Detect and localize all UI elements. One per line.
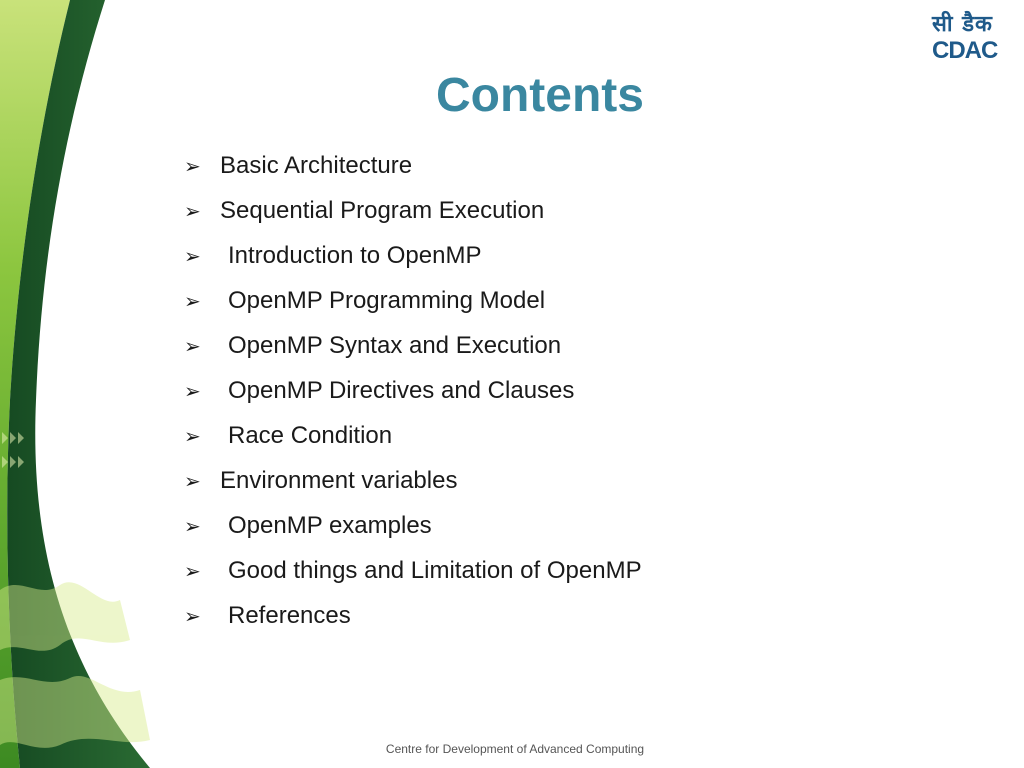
list-item	[184, 458, 884, 503]
list-item	[184, 593, 884, 638]
logo-cdac-text: CDAC	[932, 37, 998, 64]
arrow-bullet-icon: ➢	[184, 288, 201, 313]
arrow-bullet-icon: ➢	[184, 468, 201, 493]
list-item	[184, 143, 884, 188]
slide-title: Contents	[436, 69, 644, 122]
arrow-bullet-icon: ➢	[184, 558, 201, 583]
slide-footer: Centre for Development of Advanced Computing	[385, 742, 645, 756]
list-item-text: Introduction to OpenMP	[228, 241, 482, 269]
list-item	[184, 323, 884, 368]
list-item	[184, 503, 884, 548]
list-item-text: OpenMP Syntax and Execution	[228, 331, 562, 359]
list-item	[184, 413, 884, 458]
list-item-text: Race Condition	[228, 421, 393, 449]
logo-hindi-text: सी डैक	[932, 12, 993, 37]
arrow-bullet-icon: ➢	[184, 513, 201, 538]
arrow-bullet-icon: ➢	[184, 243, 201, 268]
list-item-text: Environment variables	[220, 466, 458, 494]
arrow-bullet-icon: ➢	[184, 378, 201, 403]
list-item-text: Basic Architecture	[220, 151, 413, 179]
list-item	[184, 368, 884, 413]
arrow-bullet-icon: ➢	[184, 153, 201, 178]
arrow-bullet-icon: ➢	[184, 333, 201, 358]
contents-list	[184, 143, 884, 638]
arrow-bullet-icon: ➢	[184, 603, 201, 628]
list-item-text: OpenMP examples	[228, 511, 432, 539]
arrow-bullet-icon: ➢	[184, 198, 201, 223]
side-decoration	[0, 0, 160, 768]
list-item-text: OpenMP Programming Model	[228, 286, 546, 314]
list-item-text: Good things and Limitation of OpenMP	[228, 556, 642, 584]
list-item	[184, 548, 884, 593]
list-item-text: OpenMP Directives and Clauses	[228, 376, 575, 404]
arrow-bullet-icon: ➢	[184, 423, 201, 448]
list-item-text: References	[228, 601, 351, 629]
cdac-logo	[928, 12, 1002, 64]
list-item	[184, 188, 884, 233]
list-item	[184, 233, 884, 278]
list-item	[184, 278, 884, 323]
list-item-text: Sequential Program Execution	[220, 196, 545, 224]
